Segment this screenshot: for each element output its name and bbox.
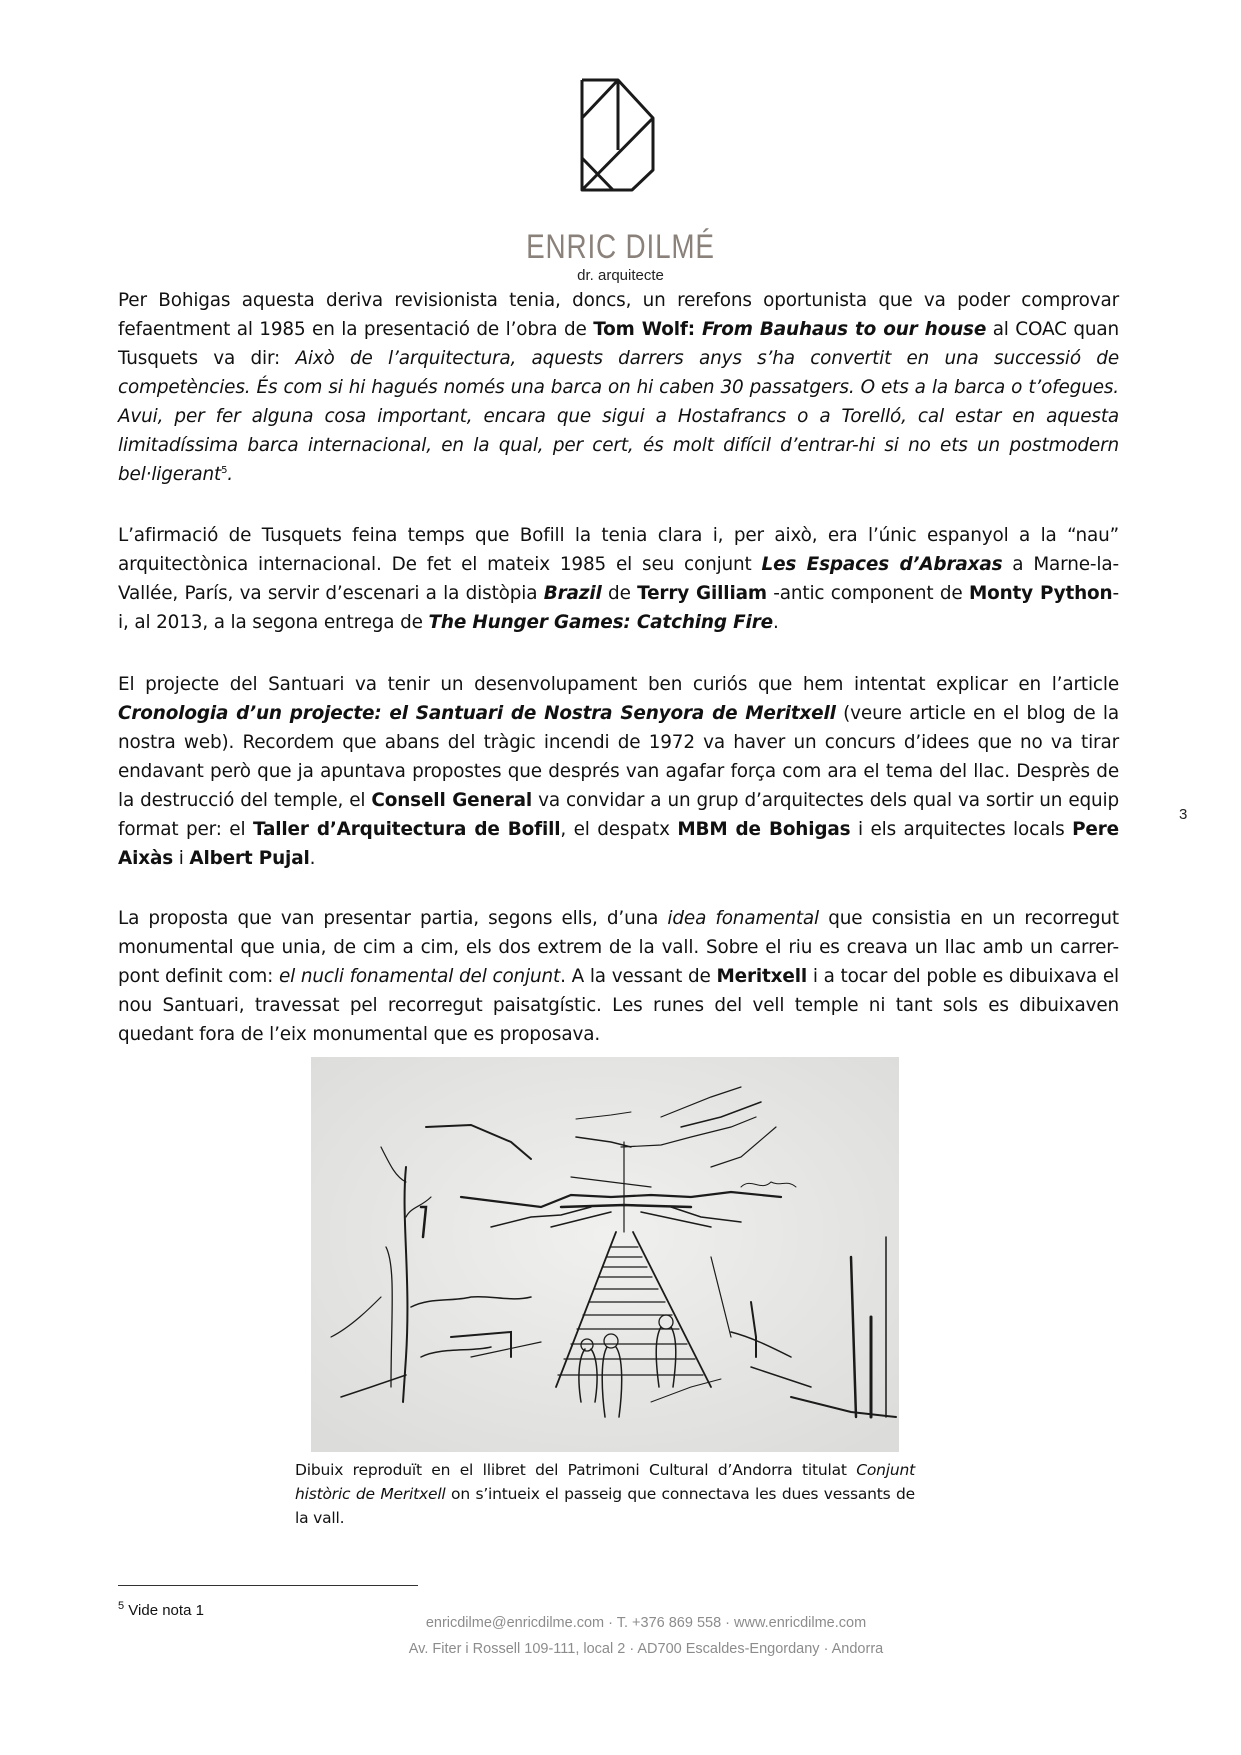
text-run: Consell General (371, 790, 533, 811)
text-run: Conjunt històric de Meritxell (295, 1461, 915, 1503)
text-run: (veure article en el blog de la nostra web). Recordem que abans del tràgic incendi de 1972 va haver un concurs d’idees que no va tirar endavant però que ja apuntava propostes que després van agafar força com ara el tema del llac. Desprès de la destrucció del temple, el (118, 703, 1119, 811)
sketch-figure (311, 1057, 899, 1452)
text-run: . (227, 464, 233, 485)
text-run: MBM de Bohigas (677, 819, 851, 840)
text-run: i els arquitectes locals (850, 819, 1073, 840)
text-run: -antic component de (766, 583, 969, 604)
paragraph-1 (118, 286, 1119, 489)
text-run: Pere Aixàs (118, 819, 1119, 869)
footer-address-line: Av. Fiter i Rossell 109-111, local 2 · AD700 Escaldes-Engordany · Andorra (408, 1641, 884, 1657)
text-run: Monty Python (968, 583, 1113, 604)
brand-name: ENRIC DILMÉ (526, 228, 715, 266)
footnote-number: 5 (118, 1600, 125, 1612)
text-run: Albert Pujal (189, 848, 310, 869)
text-run: que consistia en un recorregut monumental que unia, de cim a cim, els dos extrem de la vall. Sobre el riu es creava un llac amb un carrer-pont definit com: (118, 908, 1119, 987)
text-run: Taller d’Arquitectura de Bofill (252, 819, 561, 840)
text-run: al COAC quan Tusquets va dir: (118, 319, 1119, 369)
text-run: El projecte del Santuari va tenir un desenvolupament ben curiós que hem intentat explicar en l’article (118, 674, 1119, 695)
text-run: . A la vessant de (560, 966, 717, 987)
text-run: i (173, 848, 190, 869)
text-run: Terry Gilliam (637, 583, 767, 604)
paragraph-4 (118, 904, 1119, 1049)
brand-subtitle: dr. arquitecte (577, 267, 664, 284)
text-run: a Marne-la-Vallée, París, va servir d’escenari a la distòpia (118, 554, 1119, 604)
text-run: va convidar a un grup d’arquitectes dels qual va sortir un equip format per: el (118, 790, 1120, 840)
text-run: La proposta que van presentar partia, segons ells, d’una (118, 908, 668, 929)
text-run: Meritxell (716, 966, 808, 987)
text-run: Brazil (543, 583, 602, 604)
logo-monogram-icon (580, 78, 658, 193)
text-run: Això de l’arquitectura, aquests darrers anys s’ha convertit en una successió de competències. És com si hi hagués només una barca on hi caben 30 passatgers. O ets a la barca o t’ofegues. Avui, per fer alguna cosa important, encara que sigui a Hostafrancs o a Torelló, cal estar en aquesta limitadíssima barca internacional, en la qual, per cert, és molt difícil d’entrar-hi si no ets un postmodern bel·ligerant (118, 348, 1119, 485)
text-run: The Hunger Games: Catching Fire (428, 612, 773, 633)
text-run: on s’intueix el passeig que connectava les dues vessants de la vall. (295, 1485, 916, 1527)
text-run: de (601, 583, 638, 604)
perspective-sketch-drawing (311, 1057, 899, 1452)
text-run: i a tocar del poble es dibuixava el nou Santuari, travessat pel recorregut paisatgístic. Les runes del vell temple ni tant sols es dibuixaven quedant fora de l’eix monumental que es proposava. (118, 966, 1119, 1045)
text-run: - i, al 2013, a la segona entrega de (118, 583, 1119, 633)
footnote-ref: 5 (221, 464, 228, 476)
footnote-divider (118, 1585, 418, 1586)
paragraph-3 (118, 670, 1119, 873)
text-run: . (772, 612, 779, 633)
text-run: Dibuix reproduït en el llibret del Patrimoni Cultural d’Andorra titulat (295, 1461, 857, 1479)
text-run: From Bauhaus to our house (702, 319, 987, 340)
text-run: , el despatx (560, 819, 678, 840)
text-run: idea fonamental (667, 908, 820, 929)
figure-caption (295, 1458, 915, 1530)
paragraph-2 (118, 521, 1119, 637)
text-run: Per Bohigas aquesta deriva revisionista tenia, doncs, un rerefons oportunista que va poder comprovar fefaentment al 1985 en la presentació de l’obra de (118, 290, 1119, 340)
text-run: Cronologia d’un projecte: el Santuari de Nostra Senyora de Meritxell (118, 703, 836, 724)
text-run: Les Espaces d’Abraxas (761, 554, 1003, 575)
footer-contact-line: enricdilme@enricdilme.com · T. +376 869 558 · www.enricdilme.com (425, 1615, 867, 1631)
text-run: L’afirmació de Tusquets feina temps que Bofill la tenia clara i, per això, era l’únic espanyol a la “nau” arquitectònica internacional. De fet el mateix 1985 el seu conjunt (118, 525, 1119, 575)
footnote (118, 1600, 204, 1619)
text-run: el nucli fonamental del conjunt (278, 966, 561, 987)
text-run: . (309, 848, 316, 869)
footnote-text: Vide nota 1 (128, 1602, 204, 1619)
page-number: 3 (1179, 806, 1188, 823)
text-run: Tom Wolf: (593, 319, 702, 340)
